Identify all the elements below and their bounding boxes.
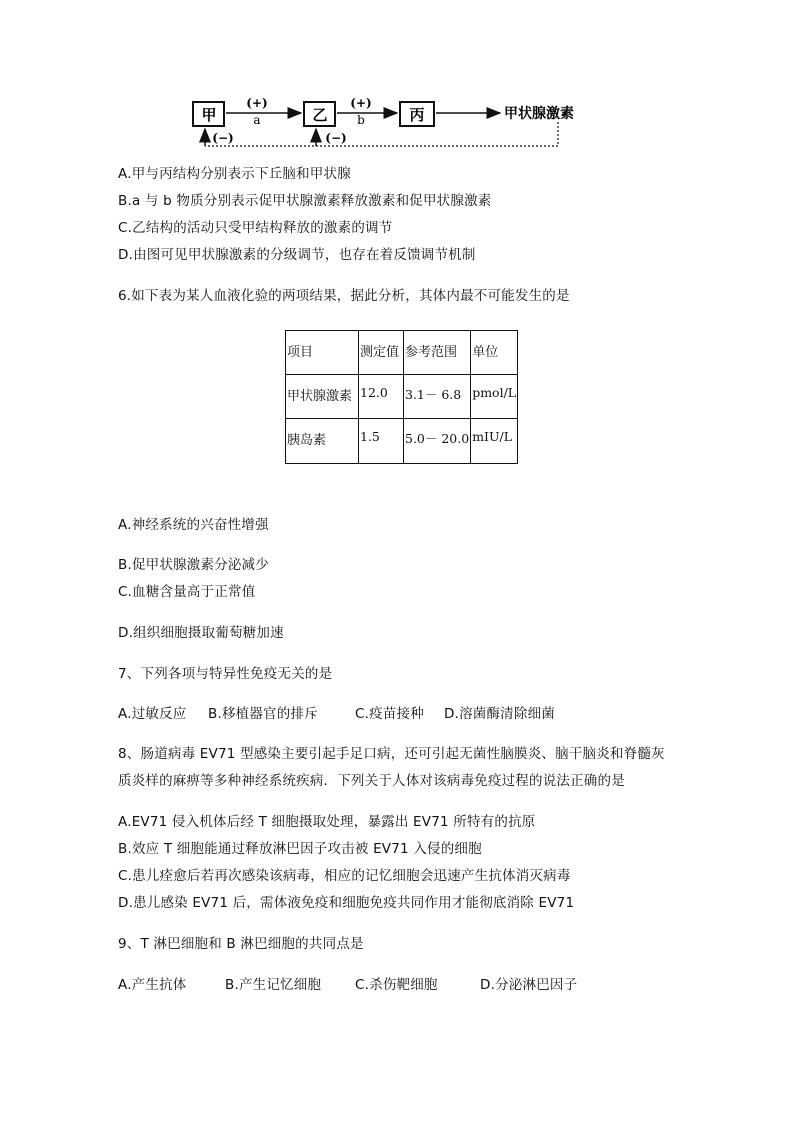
- q8-option-c: C.患儿痊愈后若再次感染该病毒，相应的记忆细胞会迅速产生抗体消灭病毒: [118, 868, 571, 884]
- cell-unit: mIU/L: [471, 419, 518, 464]
- cell-measured: 1.5: [359, 419, 404, 464]
- table-row: [286, 375, 518, 419]
- cell-item: 甲状腺激素: [286, 375, 359, 419]
- header-reference: 参考范围: [404, 331, 471, 375]
- cell-measured: 12.0: [359, 375, 404, 419]
- output-label: 甲状腺激素: [504, 106, 574, 122]
- cell-reference: 3.1－ 6.8: [404, 375, 471, 419]
- q6-stem: 6.如下表为某人血液化验的两项结果，据此分析，其体内最不可能发生的是: [118, 288, 570, 304]
- node-yi: 乙: [312, 106, 328, 124]
- q9-options: [118, 976, 577, 994]
- table-header-row: [286, 331, 518, 375]
- q6-option-b: B.促甲状腺激素分泌减少: [118, 557, 269, 573]
- q7-option-b: B.移植器官的排斥: [208, 706, 318, 722]
- q5-option-c: C.乙结构的活动只受甲结构释放的激素的调节: [118, 220, 393, 236]
- q7-option-a: A.过敏反应: [118, 706, 187, 722]
- q9-option-b: B.产生记忆细胞: [225, 977, 322, 993]
- label-b: b: [357, 113, 365, 127]
- regulation-diagram: [0, 0, 794, 160]
- q7-options: [118, 705, 555, 723]
- q6-option-d: D.组织细胞摄取葡萄糖加速: [118, 625, 284, 641]
- q8-stem-line2: 质炎样的麻痹等多种神经系统疾病．下列关于人体对该病毒免疫过程的说法正确的是: [118, 773, 625, 789]
- cell-unit: pmol/L: [471, 375, 518, 419]
- header-item: 项目: [286, 331, 359, 375]
- minus-label-yi: (−): [325, 131, 347, 145]
- cell-item: 胰岛素: [286, 419, 359, 464]
- q9-option-d: D.分泌淋巴因子: [480, 977, 578, 993]
- q8-option-b: B.效应 T 细胞能通过释放淋巴因子攻击被 EV71 入侵的细胞: [118, 841, 482, 857]
- header-measured: 测定值: [359, 331, 404, 375]
- header-unit: 单位: [471, 331, 518, 375]
- minus-label-jia: (−): [212, 131, 234, 145]
- q5-option-d: D.由图可见甲状腺激素的分级调节，也存在着反馈调节机制: [118, 247, 476, 263]
- q8-option-d: D.患儿感染 EV71 后，需体液免疫和细胞免疫共同作用才能彻底消除 EV71: [118, 895, 575, 911]
- q9-option-c: C.杀伤靶细胞: [355, 977, 438, 993]
- q6-option-c: C.血糖含量高于正常值: [118, 584, 256, 600]
- node-jia: 甲: [201, 106, 217, 124]
- q8-stem-line1: 8、肠道病毒 EV71 型感染主要引起手足口病，还可引起无菌性脑膜炎、脑干脑炎和脊髓灰: [118, 746, 665, 762]
- q6-option-a: A.神经系统的兴奋性增强: [118, 517, 269, 533]
- q7-option-c: C.疫苗接种: [355, 706, 424, 722]
- node-bing: 丙: [409, 106, 425, 124]
- q7-option-d: D.溶菌酶清除细菌: [444, 706, 555, 722]
- q9-option-a: A.产生抗体: [118, 977, 187, 993]
- blood-test-table: [285, 330, 518, 464]
- plus-label-a: (+): [246, 96, 268, 110]
- q9-stem: 9、T 淋巴细胞和 B 淋巴细胞的共同点是: [118, 936, 364, 952]
- plus-label-b: (+): [350, 96, 372, 110]
- cell-reference: 5.0－ 20.0: [404, 419, 471, 464]
- label-a: a: [253, 113, 261, 127]
- q7-stem: 7、下列各项与特异性免疫无关的是: [118, 666, 333, 682]
- q8-option-a: A.EV71 侵入机体后经 T 细胞摄取处理，暴露出 EV71 所特有的抗原: [118, 814, 536, 830]
- table-row: [286, 419, 518, 464]
- q5-option-b: B.a 与 b 物质分别表示促甲状腺激素释放激素和促甲状腺激素: [118, 193, 492, 209]
- q5-option-a: A.甲与丙结构分别表示下丘脑和甲状腺: [118, 166, 351, 182]
